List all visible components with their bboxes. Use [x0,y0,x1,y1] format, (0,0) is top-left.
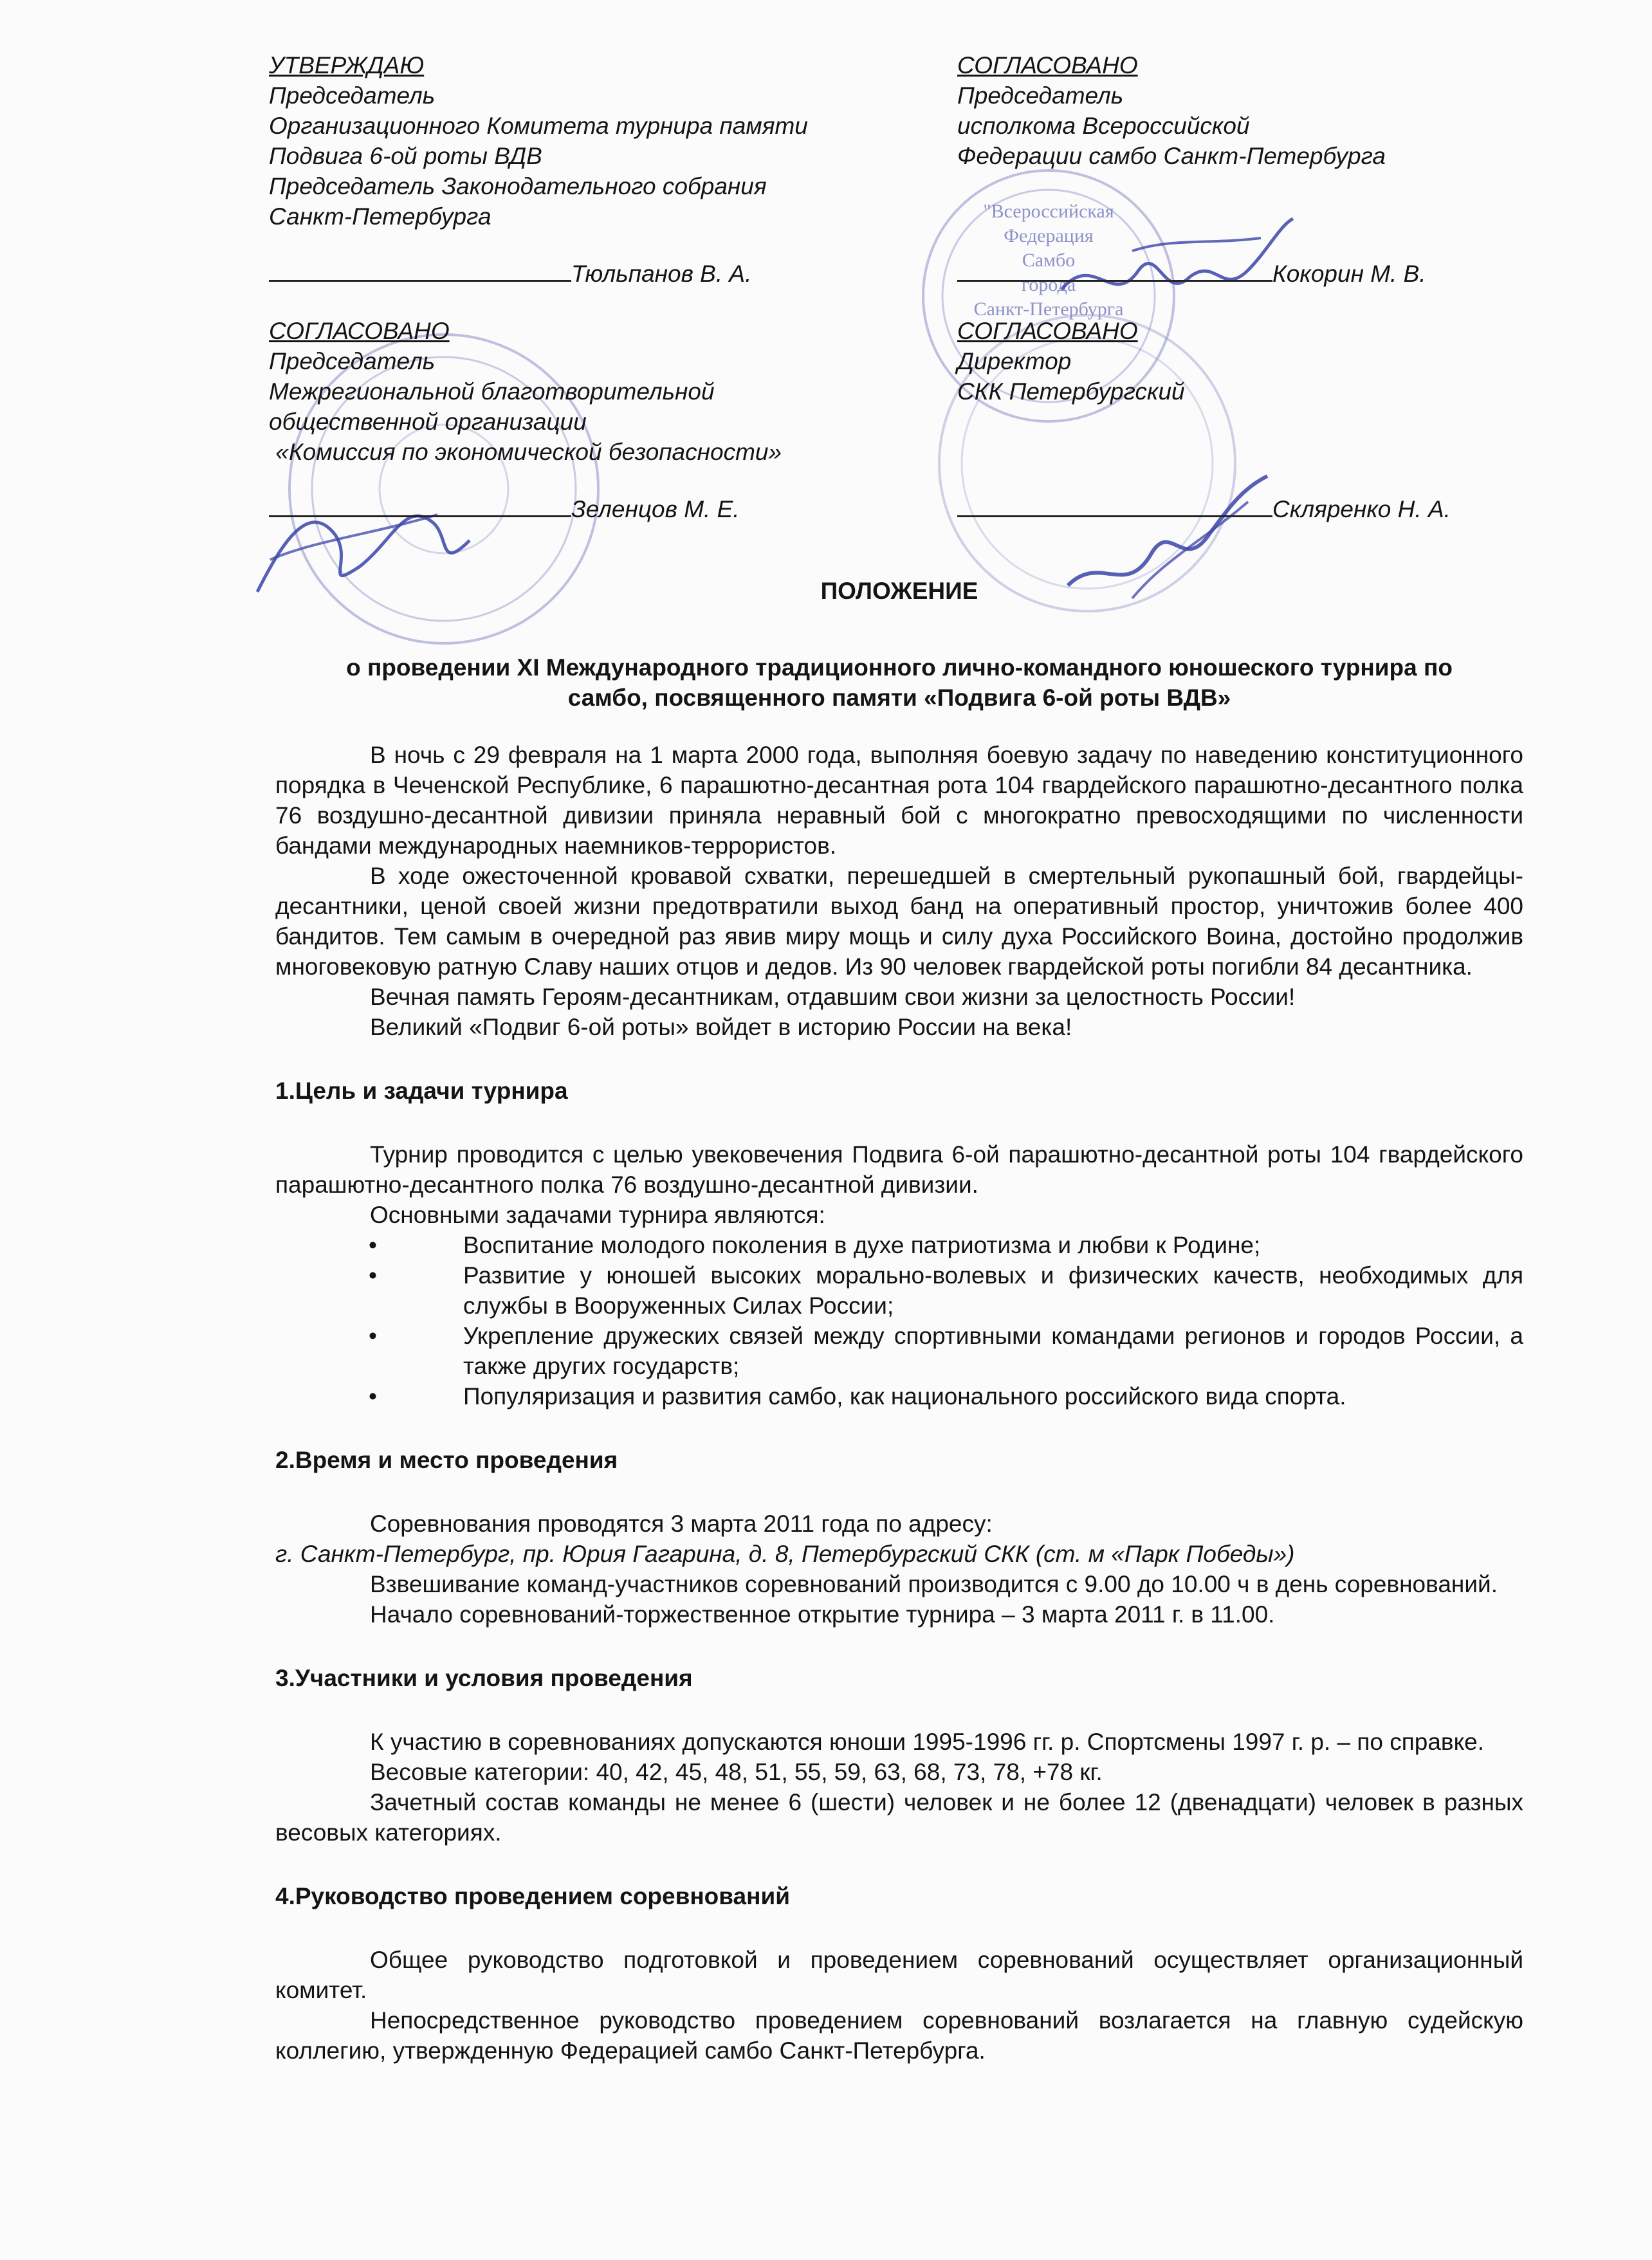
document-subtitle-line-2: самбо, посвященного памяти «Подвига 6-ой роты ВДВ» [567,684,1231,711]
bullet-icon: • [369,1323,377,1349]
intro-paragraph: Великий «Подвиг 6-ой роты» войдет в историю России на века! [370,1014,1072,1040]
venue-address: г. Санкт-Петербург, пр. Юрия Гагарина, д. 8, Петербургский СКК (ст. м «Парк Победы») [275,1541,1295,1567]
approval-line: Председатель Законодательного собрания [269,173,767,199]
signatory-name: Зеленцов М. Е. [571,496,740,522]
approval-block-utverzhdayu [269,50,919,289]
approval-block-soglasovano-skk [957,316,1536,524]
approval-heading: УТВЕРЖДАЮ [269,52,425,78]
section-heading-1: 1.Цель и задачи турнира [275,1078,568,1104]
section2-paragraph: Взвешивание команд-участников соревнований производится с 9.00 до 10.00 ч в день соревнований. [370,1571,1498,1597]
section-heading-3: 3.Участники и условия проведения [275,1665,693,1691]
approval-line: Подвига 6-ой роты ВДВ [269,143,542,169]
list-item: • Популяризация и развития самбо, как национального российского вида спорта. [275,1381,1523,1411]
approval-heading: СОГЛАСОВАНО [269,318,450,344]
approval-line: общественной организации [269,409,587,435]
approval-line: Федерации самбо Санкт-Петербурга [957,143,1386,169]
section-heading-2: 2.Время и место проведения [275,1447,618,1473]
approval-block-soglasovano-federation [957,50,1536,289]
stamp-text-right: "Всероссийская Федерация Самбо города Санкт-Петербурга [973,201,1124,320]
approval-block-soglasovano-left [269,316,919,524]
intro-paragraph: В ходе ожесточенной кровавой схватки, перешедшей в смертельный рукопашный бой, гвардейцы-десантники, ценой своей жизни предотвратили выход банд на оперативный простор, уничтожив более 400 бандитов. Тем самым в очередной раз явив миру мощь и силу духа Российского Воина, достойно продолжив многовековую ратную Славу наших отцов и дедов. Из 90 человек гвардейской роты погибли 84 десантника. [275,863,1523,980]
list-item: • Развитие у юношей высоких морально-волевых и физических качеств, необходимых для службы в Вооруженных Силах России; [275,1260,1523,1321]
section3-paragraph: К участию в соревнованиях допускаются юноши 1995-1996 гг. р. Спортсмены 1997 г. р. – по справке. [370,1729,1485,1755]
approval-line: исполкома Всероссийской [957,113,1250,139]
approval-heading: СОГЛАСОВАНО [957,318,1138,344]
approval-line: Директор [957,348,1072,374]
approval-line: Председатель [957,82,1124,109]
signature-line [269,280,571,282]
approval-line: «Комиссия по экономической безопасности» [269,439,782,465]
approval-line: Организационного Комитета турнира памяти [269,113,808,139]
document-subtitle-line-1: о проведении XI Международного традиционного лично-командного юношеского турнира по [346,654,1453,681]
section4-paragraph: Общее руководство подготовкой и проведением соревнований осуществляет организационный комитет. [275,1947,1523,2003]
section1-tasks-intro: Основными задачами турнира являются: [370,1202,825,1228]
signature-line [269,515,571,517]
signatory-name: Тюльпанов В. А. [571,261,752,287]
approval-heading: СОГЛАСОВАНО [957,52,1138,78]
approval-column-right [957,50,1536,524]
list-item: • Укрепление дружеских связей между спортивными командами регионов и городов России, а также других государств; [275,1321,1523,1381]
document-body [275,576,1523,2066]
section3-paragraph: Зачетный состав команды не менее 6 (шести) человек и не более 12 (двенадцати) человек в разных весовых категориях. [275,1789,1523,1846]
approval-line: Санкт-Петербурга [269,203,491,230]
approval-line: Председатель [269,348,436,374]
approval-line: Председатель [269,82,436,109]
intro-paragraph: В ночь с 29 февраля на 1 марта 2000 года, выполняя боевую задачу по наведению конституционного порядка в Чеченской Республике, 6 парашютно-десантная рота 104 гвардейского парашютно-десантного полка 76 воздушно-десантной дивизии приняла неравный бой с многократно превосходящими по численности бандами международных наемников-террористов. [275,742,1523,859]
section3-paragraph: Весовые категории: 40, 42, 45, 48, 51, 55, 59, 63, 68, 73, 78, +78 кг. [370,1759,1103,1785]
approval-line: СКК Петербургский [957,378,1185,405]
signature-line [957,515,1272,517]
list-item: • Воспитание молодого поколения в духе патриотизма и любви к Родине; [275,1230,1523,1260]
bullet-icon: • [369,1262,377,1289]
document-title: ПОЛОЖЕНИЕ [820,578,978,604]
approval-column-left [269,50,919,524]
section-heading-4: 4.Руководство проведением соревнований [275,1883,790,1909]
section2-paragraph: Начало соревнований-торжественное открытие турнира – 3 марта 2011 г. в 11.00. [370,1601,1275,1628]
signature-line [957,280,1272,282]
bullet-icon: • [369,1383,377,1410]
signatory-name: Кокорин М. В. [1272,261,1426,287]
approval-line: Межрегиональной благотворительной [269,378,715,405]
bullet-icon: • [369,1232,377,1258]
signatory-name: Скляренко Н. А. [1272,496,1451,522]
section2-paragraph: Соревнования проводятся 3 марта 2011 года по адресу: [370,1511,993,1537]
section1-paragraph: Турнир проводится с целью увековечения Подвига 6-ой парашютно-десантной роты 104 гвардейского парашютно-десантного полка 76 воздушно-десантной дивизии. [275,1141,1523,1198]
section4-paragraph: Непосредственное руководство проведением соревнований возлагается на главную судейскую коллегию, утвержденную Федерацией самбо Санкт-Петербурга. [275,2007,1523,2064]
intro-paragraph: Вечная память Героям-десантникам, отдавшим свои жизни за целостность России! [370,984,1296,1010]
